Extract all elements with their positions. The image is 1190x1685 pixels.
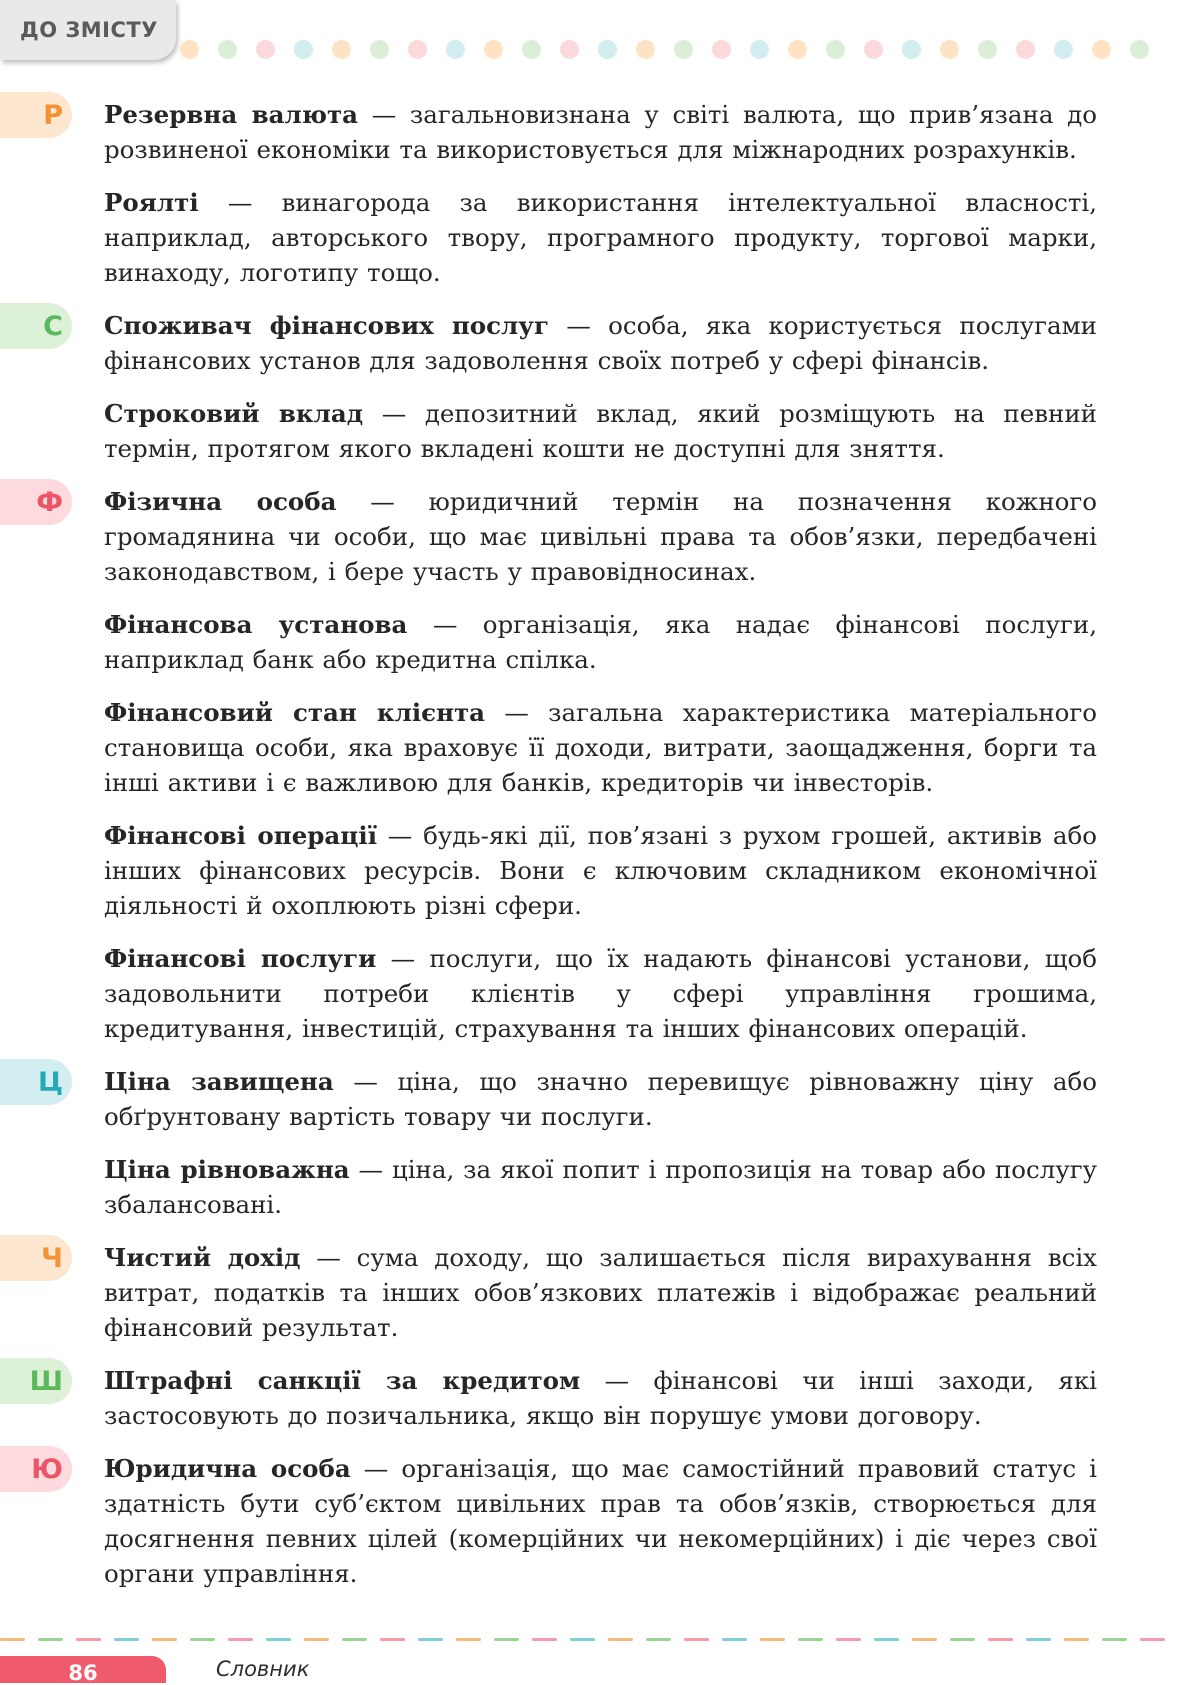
decorative-dots <box>176 40 1190 58</box>
glossary-term: Фізична особа <box>104 487 337 516</box>
letter-index-tab: Ю <box>0 1446 72 1492</box>
page-number-label: 86 <box>68 1660 98 1685</box>
decorative-dot <box>978 40 997 59</box>
glossary-term: Фінансовий стан клієнта <box>104 698 486 727</box>
glossary-term: Строковий вклад <box>104 399 364 428</box>
decorative-dash <box>190 1638 215 1641</box>
decorative-dash <box>494 1638 519 1641</box>
glossary-definition: — загальновизнана у світі валюта, що прив’язана до розвиненої економіки та використовується для міжнародних розрахунків. <box>104 100 1097 164</box>
glossary-entry <box>31 1451 1097 1591</box>
decorative-dot <box>294 40 313 59</box>
glossary-term: Фінансові послуги <box>104 944 377 973</box>
glossary-definition: — особа, яка користується послугами фінансових установ для задоволення своїх потреб у сфері фінансів. <box>104 311 1097 375</box>
letter-index-tab: Р <box>0 92 72 138</box>
decorative-dash <box>532 1638 557 1641</box>
decorative-dash <box>1064 1638 1089 1641</box>
decorative-dot <box>370 40 389 59</box>
letter-index-tab: Ф <box>0 479 72 525</box>
decorative-dash <box>912 1638 937 1641</box>
glossary-entry <box>43 97 1097 167</box>
decorative-dash <box>38 1638 63 1641</box>
glossary-definition: — загальна характеристика матеріального становища особи, яка враховує її доходи, витрати, заощадження, борги та інші активи і є важливою для банків, кредиторів чи інвесторів. <box>104 698 1097 797</box>
glossary-entry <box>104 1152 1097 1222</box>
letter-index-tab: Ц <box>0 1059 72 1105</box>
decorative-dot <box>1130 40 1149 59</box>
decorative-dot <box>864 40 883 59</box>
glossary-definition: — винагорода за використання інтелектуальної власності, наприклад, авторського твору, програмного продукту, торгової марки, винаходу, логотипу тощо. <box>104 188 1097 287</box>
decorative-dash <box>380 1638 405 1641</box>
glossary-term: Фінансова установа <box>104 610 408 639</box>
glossary-term: Чистий дохід <box>104 1243 301 1272</box>
glossary-entry <box>43 308 1097 378</box>
decorative-dash <box>304 1638 329 1641</box>
decorative-dash <box>266 1638 291 1641</box>
decorative-dot <box>940 40 959 59</box>
glossary-definition: — фінансові чи інші заходи, які застосовують до позичальника, якщо він порушує умови договору. <box>104 1366 1097 1430</box>
decorative-dash <box>418 1638 443 1641</box>
letter-index-tab: Ш <box>0 1358 72 1404</box>
decorative-dash <box>646 1638 671 1641</box>
page-number <box>0 1656 166 1683</box>
letter-index-tab: Ч <box>0 1235 72 1281</box>
decorative-dash <box>798 1638 823 1641</box>
decorative-dot <box>256 40 275 59</box>
glossary-definition: — ціна, за якої попит і пропозиція на товар або послугу збалансовані. <box>104 1155 1097 1219</box>
decorative-dot <box>522 40 541 59</box>
glossary-definition: — організація, яка надає фінансові послуги, наприклад банк або кредитна спілка. <box>104 610 1097 674</box>
decorative-dot <box>788 40 807 59</box>
decorative-dash <box>456 1638 481 1641</box>
decorative-dash <box>684 1638 709 1641</box>
decorative-dot <box>750 40 769 59</box>
decorative-dash <box>114 1638 139 1641</box>
glossary-entries <box>29 97 1098 1609</box>
glossary-entry <box>104 941 1097 1046</box>
glossary-term: Ціна рівноважна <box>104 1155 350 1184</box>
decorative-dash <box>1102 1638 1127 1641</box>
glossary-definition: — організація, що має самостійний правовий статус і здатність бути суб’єктом цивільних прав та обов’язків, створюється для досягнення певних цілей (комерційних чи некомерційних) і діє через свої органи управління. <box>104 1454 1097 1588</box>
glossary-definition: — сума доходу, що залишається після вирахування всіх витрат, податків та інших обов’язкових платежів і відображає реальний фінансовий результат. <box>104 1243 1097 1342</box>
decorative-dashes <box>0 1638 1190 1642</box>
decorative-dash <box>570 1638 595 1641</box>
decorative-dot <box>598 40 617 59</box>
glossary-definition: — депозитний вклад, який розміщують на певний термін, протягом якого вкладені кошти не доступні для зняття. <box>104 399 1098 463</box>
decorative-dot <box>674 40 693 59</box>
back-to-contents-label: ДО ЗМІСТУ <box>20 18 158 42</box>
decorative-dash <box>722 1638 747 1641</box>
decorative-dot <box>712 40 731 59</box>
decorative-dash <box>0 1638 25 1641</box>
glossary-term: Роялті <box>104 188 199 217</box>
letter-index-tab: С <box>0 303 72 349</box>
decorative-dot <box>636 40 655 59</box>
decorative-dot <box>826 40 845 59</box>
decorative-dot <box>446 40 465 59</box>
glossary-definition: — ціна, що значно перевищує рівноважну ціну або обґрунтовану вартість товару чи послуги. <box>104 1067 1097 1131</box>
glossary-term: Споживач фінансових послуг <box>104 311 549 340</box>
decorative-dot <box>1016 40 1035 59</box>
decorative-dot <box>332 40 351 59</box>
decorative-dot <box>218 40 237 59</box>
glossary-term: Юридична особа <box>104 1454 351 1483</box>
decorative-dot <box>1092 40 1111 59</box>
glossary-term: Фінансові операції <box>104 821 377 850</box>
glossary-definition: — будь-які дії, пов’язані з рухом грошей, активів або інших фінансових ресурсів. Вони є ключовим складником економічної діяльності й охоплюють різні сфери. <box>104 821 1097 920</box>
decorative-dash <box>342 1638 367 1641</box>
decorative-dash <box>1140 1638 1165 1641</box>
glossary-entry <box>36 484 1097 589</box>
decorative-dot <box>408 40 427 59</box>
decorative-dash <box>760 1638 785 1641</box>
decorative-dash <box>950 1638 975 1641</box>
glossary-entry <box>104 607 1097 677</box>
glossary-term: Ціна завищена <box>104 1067 334 1096</box>
glossary-entry <box>29 1363 1097 1433</box>
glossary-entry <box>104 185 1097 290</box>
decorative-dot <box>484 40 503 59</box>
glossary-entry <box>37 1064 1097 1134</box>
glossary-entry <box>41 1240 1097 1345</box>
glossary-term: Штрафні санкції за кредитом <box>104 1366 581 1395</box>
decorative-dot <box>560 40 579 59</box>
glossary-entry <box>104 818 1097 923</box>
decorative-dash <box>76 1638 101 1641</box>
decorative-dash <box>608 1638 633 1641</box>
decorative-dash <box>988 1638 1013 1641</box>
decorative-dash <box>836 1638 861 1641</box>
glossary-term: Резервна валюта <box>104 100 358 129</box>
glossary-entry <box>104 695 1097 800</box>
glossary-entry <box>104 396 1097 466</box>
decorative-dash <box>1026 1638 1051 1641</box>
decorative-dash <box>874 1638 899 1641</box>
section-title: Словник <box>216 1657 310 1681</box>
decorative-dash <box>228 1638 253 1641</box>
decorative-dash <box>152 1638 177 1641</box>
decorative-dot <box>1054 40 1073 59</box>
glossary-definition: — послуги, що їх надають фінансові установи, щоб задовольнити потреби клієнтів у сфері управління грошима, кредитування, інвестицій, страхування та інших фінансових операцій. <box>104 944 1097 1043</box>
decorative-dot <box>902 40 921 59</box>
glossary-definition: — юридичний термін на позначення кожного громадянина чи особи, що має цивільні права та обов’язки, передбачені законодавством, і бере участь у правовідносинах. <box>104 487 1097 586</box>
decorative-dot <box>180 40 199 59</box>
back-to-contents-tab[interactable] <box>0 0 176 60</box>
